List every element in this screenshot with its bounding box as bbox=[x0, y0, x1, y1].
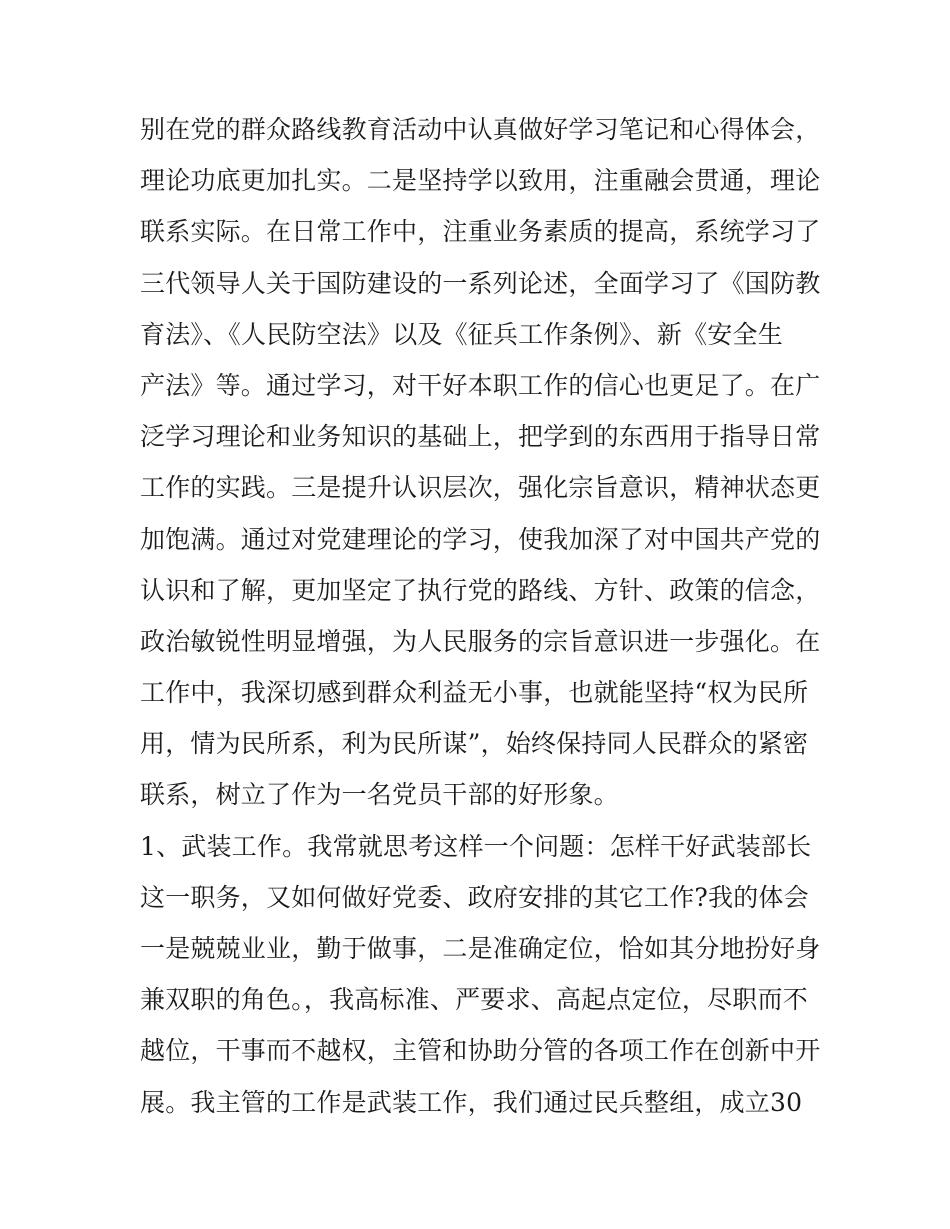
text-line: 一是兢兢业业，勤于做事，二是准确定位，恰如其分地扮好身 bbox=[140, 934, 821, 963]
text-line: 联系，树立了作为一名党员干部的好形象。 bbox=[140, 780, 619, 810]
text-line: 加饱满。通过对党建理论的学习，使我加深了对中国共产党的 bbox=[140, 524, 821, 554]
text-line: 兼双职的角色。，我高标准、严要求、高起点定位，尽职而不 bbox=[140, 985, 808, 1015]
text-line: 产法》等。通过学习，对干好本职工作的信心也更足了。在广 bbox=[140, 370, 821, 400]
text-line: 联系实际。在日常工作中，注重业务素质的提高，系统学习了 bbox=[140, 217, 821, 247]
body-text bbox=[140, 104, 830, 1128]
text-line: 越位，干事而不越权，主管和协助分管的各项工作在创新中开 bbox=[140, 1036, 821, 1066]
text-line: 理论功底更加扎实。二是坚持学以致用，注重融会贯通，理论 bbox=[140, 166, 821, 196]
text-line: 泛学习理论和业务知识的基础上，把学到的东西用于指导日常 bbox=[140, 422, 821, 452]
text-line: 1、武装工作。我常就思考这样一个问题：怎样干好武装部长 bbox=[140, 831, 812, 861]
text-line: 工作的实践。三是提升认识层次，强化宗旨意识，精神状态更 bbox=[140, 473, 821, 503]
text-line: 政治敏锐性明显增强，为人民服务的宗旨意识进一步强化。在 bbox=[140, 626, 821, 656]
text-line: 育法》、《人民防空法》以及《征兵工作条例》、新《安全生 bbox=[140, 319, 783, 349]
text-line: 展。我主管的工作是武装工作，我们通过民兵整组，成立30 bbox=[140, 1087, 803, 1117]
text-line: 三代领导人关于国防建设的一系列论述，全面学习了《国防教 bbox=[140, 268, 821, 298]
text-line: 这一职务，又如何做好党委、政府安排的其它工作?我的体会 bbox=[140, 882, 809, 912]
text-line: 认识和了解，更加坚定了执行党的路线、方针、政策的信念， bbox=[140, 575, 821, 605]
text-line: 工作中，我深切感到群众利益无小事，也就能坚持“权为民所 bbox=[140, 678, 809, 708]
text-line: 别在党的群众路线教育活动中认真做好学习笔记和心得体会， bbox=[140, 115, 821, 144]
text-line: 用，情为民所系，利为民所谋”，始终保持同人民群众的紧密 bbox=[140, 729, 809, 759]
